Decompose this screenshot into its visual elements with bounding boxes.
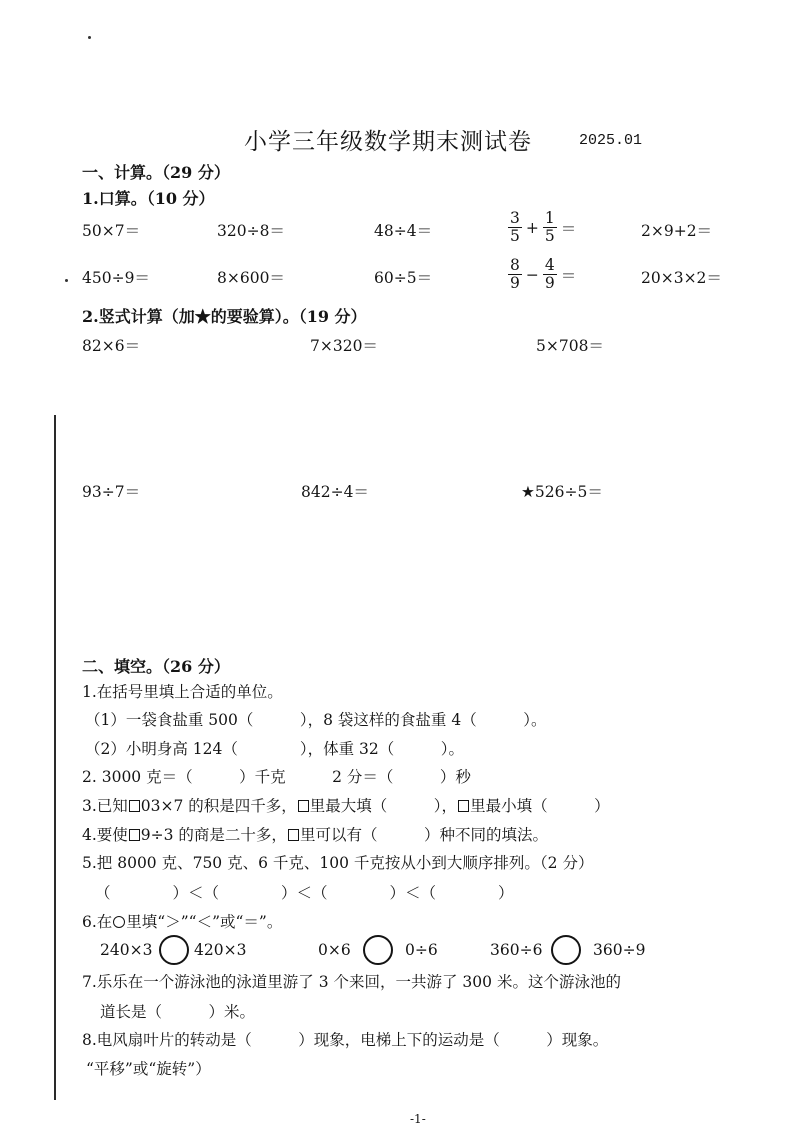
question-5-blanks: （ ）＜（ ）＜（ ）＜（ ） xyxy=(95,884,514,902)
question-2: 2. 3000 克＝（ ）千克 2 分＝（ ）秒 xyxy=(82,768,471,786)
compare-right: 420×3 xyxy=(194,941,247,959)
question-7: 7.乐乐在一个游泳池的泳道里游了 3 个来回，一共游了 300 米。这个游泳池的 xyxy=(82,973,621,991)
section1-heading: 一、计算。（29 分） xyxy=(82,163,230,182)
mental-math-item: 8×600＝ xyxy=(217,269,285,287)
square-blank-icon xyxy=(458,800,469,812)
mental-math-item: 2×9+2＝ xyxy=(641,222,713,240)
exam-date: 2025.01 xyxy=(579,132,643,149)
mental-math-item: 20×3×2＝ xyxy=(641,269,722,287)
vertical-calc-item: 842÷4＝ xyxy=(301,483,369,501)
question-7-line2: 道长是（ ）米。 xyxy=(100,1003,256,1021)
compare-left: 360÷6 xyxy=(490,941,543,959)
fraction-expression: 3 5 + $\frac{1}{5}$ ＝ xyxy=(510,209,577,245)
square-blank-icon xyxy=(129,800,140,812)
question-1: 1.在括号里填上合适的单位。 xyxy=(82,683,283,701)
fraction: 8 9 xyxy=(510,256,520,292)
square-blank-icon xyxy=(129,829,140,841)
compare-left: 240×3 xyxy=(100,941,153,959)
question-8-line2: “平移”或“旋转”） xyxy=(86,1060,211,1078)
compare-left: 0×6 xyxy=(318,941,351,959)
fraction: 3 5 xyxy=(510,209,520,245)
square-blank-icon xyxy=(298,800,309,812)
scan-speck xyxy=(65,279,68,282)
compare-circle xyxy=(551,935,581,965)
page-number: -1- xyxy=(410,1112,426,1126)
square-blank-icon xyxy=(288,829,299,841)
margin-line xyxy=(54,415,56,1100)
compare-right: 0÷6 xyxy=(405,941,438,959)
question-6: 6.在 里填“＞”“＜”或“＝”。 xyxy=(82,913,283,931)
vertical-calc-item: ★526÷5＝ xyxy=(521,483,603,501)
circle-blank-icon xyxy=(113,916,125,928)
mental-math-item: 320÷8＝ xyxy=(217,222,285,240)
question-4: 4.要使 9÷3 的商是二十多， 里可以有（ ）种不同的填法。 xyxy=(82,826,548,844)
vertical-calc-item: 5×708＝ xyxy=(536,337,604,355)
question-1b: （2）小明身高 124（ ），体重 32（ ）。 xyxy=(85,740,465,758)
fraction: $\frac{1}{5}$ xyxy=(544,209,555,245)
vertical-calc-item: 93÷7＝ xyxy=(82,483,141,501)
vertical-calc-item: 82×6＝ xyxy=(82,337,141,355)
mental-math-item: 60÷5＝ xyxy=(374,269,433,287)
compare-circle xyxy=(159,935,189,965)
fraction: $\frac{4}{9}$ xyxy=(544,256,555,292)
compare-right: 360÷9 xyxy=(593,941,646,959)
question-8: 8.电风扇叶片的转动是（ ）现象，电梯上下的运动是（ ）现象。 xyxy=(82,1031,609,1049)
page-title: 小学三年级数学期末测试卷 xyxy=(244,129,532,155)
mental-math-item: 50×7＝ xyxy=(82,222,141,240)
question-3: 3.已知 03×7 的积是四千多， 里最大填（ ）， 里最小填（ ） xyxy=(82,797,610,815)
question-1a: （1）一袋食盐重 500（ ），8 袋这样的食盐重 4（ ）。 xyxy=(85,711,547,729)
part1-heading: 1.口算。（10 分） xyxy=(82,189,215,208)
mental-math-item: 48÷4＝ xyxy=(374,222,433,240)
question-5: 5.把 8000 克、750 克、6 千克、100 千克按从小到大顺序排列。（2 分） xyxy=(82,854,594,872)
fraction-expression: 8 9 − $\frac{4}{9}$ ＝ xyxy=(510,256,577,292)
section2-heading: 二、填空。（26 分） xyxy=(82,657,230,676)
part2-heading: 2.竖式计算（加★的要验算）。（19 分） xyxy=(82,307,367,326)
vertical-calc-item: 7×320＝ xyxy=(310,337,378,355)
compare-circle xyxy=(363,935,393,965)
scan-speck xyxy=(88,36,91,39)
mental-math-item: 450÷9＝ xyxy=(82,269,150,287)
